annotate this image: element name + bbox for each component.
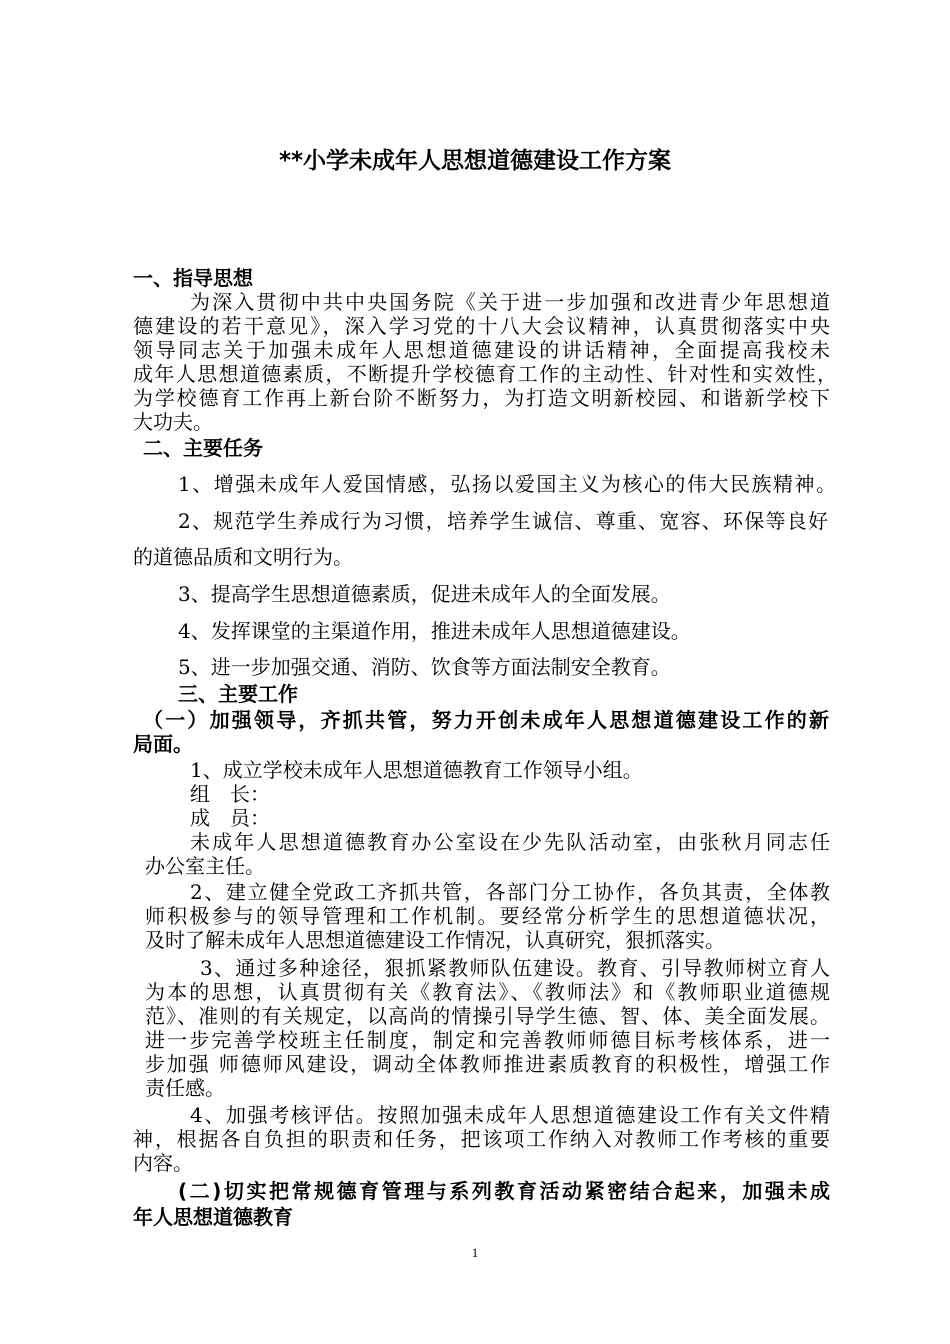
- task-item: 4、发挥课堂的主渠道作用，推进未成年人思想道德建设。: [178, 619, 691, 643]
- section-heading: 一、指导思想: [133, 266, 253, 290]
- paragraph-line: 为学校德育工作再上新台阶不断努力，为打造文明新校园、和谐新学校下: [133, 386, 830, 410]
- paragraph-line: 1、成立学校未成年人思想道德教育工作领导小组。: [190, 758, 643, 782]
- paragraph-line: 未成年人思想道德教育办公室设在少先队活动室，由张秋月同志任: [190, 830, 830, 854]
- group-members-label: 成 员：: [190, 806, 270, 830]
- paragraph-line: 步加强 师德师风建设，调动全体教师推进素质教育的积极性，增强工作: [145, 1052, 830, 1076]
- paragraph-line: 及时了解未成年人思想道德建设工作情况，认真研究，狠抓落实。: [145, 928, 725, 952]
- section-heading: 二、主要任务: [143, 436, 263, 460]
- subsection-heading: （一）加强领导，齐抓共管，努力开创未成年人思想道德建设工作的新: [143, 708, 829, 732]
- subsection-heading: (二)切实把常规德育管理与系列教育活动紧密结合起来，加强未成: [178, 1179, 830, 1203]
- paragraph-line: 2、建立健全党政工齐抓共管，各部门分工协作，各负其责，全体教: [190, 880, 830, 904]
- paragraph-line: 神，根据各自负担的职责和任务，把该项工作纳入对教师工作考核的重要: [133, 1127, 830, 1151]
- paragraph-line: 范》、准则的有关规定，以高尚的情操引导学生德、智、体、美全面发展。: [145, 1004, 830, 1028]
- task-item: 5、进一步加强交通、消防、饮食等方面法制安全教育。: [178, 655, 671, 679]
- page-number: 1: [471, 1245, 479, 1260]
- document-title: **小学未成年人思想道德建设工作方案: [278, 148, 672, 174]
- paragraph-line: 内容。: [133, 1151, 193, 1175]
- paragraph-line: 3、通过多种途径，狠抓紧教师队伍建设。教育、引导教师树立育人: [200, 956, 830, 980]
- paragraph-line: 为本的思想，认真贯彻有关《教育法》、《教师法》和《教师职业道德规: [145, 980, 830, 1004]
- subsection-heading-continued: 局面。: [133, 732, 193, 756]
- group-leader-label: 组 长：: [190, 782, 270, 806]
- paragraph-line: 大功夫。: [133, 410, 213, 434]
- subsection-heading-continued: 年人思想道德教育: [133, 1205, 293, 1229]
- paragraph-line: 德建设的若干意见》，深入学习党的十八大会议精神，认真贯彻落实中央: [133, 314, 830, 338]
- paragraph-line: 为深入贯彻中共中央国务院《关于进一步加强和改进青少年思想道: [190, 290, 830, 314]
- paragraph-line: 4、加强考核评估。按照加强未成年人思想道德建设工作有关文件精: [190, 1103, 830, 1127]
- paragraph-line: 进一步完善学校班主任制度，制定和完善教师师德目标考核体系，进一: [145, 1028, 830, 1052]
- task-item: 2、规范学生养成行为习惯，培养学生诚信、尊重、宽容、环保等良好: [178, 509, 828, 533]
- paragraph-line: 师积极参与的领导管理和工作机制。要经常分析学生的思想道德状况，: [145, 904, 830, 928]
- task-item-continued: 的道德品质和文明行为。: [133, 545, 353, 569]
- task-item: 3、提高学生思想道德素质，促进未成年人的全面发展。: [178, 582, 671, 606]
- paragraph-line: 成年人思想道德素质，不断提升学校德育工作的主动性、针对性和实效性，: [133, 362, 837, 386]
- section-heading: 三、主要工作: [178, 682, 298, 706]
- paragraph-line: 领导同志关于加强未成年人思想道德建设的讲话精神，全面提高我校未: [133, 338, 830, 362]
- paragraph-line: 办公室主任。: [145, 854, 265, 878]
- task-item: 1、增强未成年人爱国情感，弘扬以爱国主义为核心的伟大民族精神。: [178, 472, 836, 496]
- paragraph-line: 责任感。: [145, 1076, 225, 1100]
